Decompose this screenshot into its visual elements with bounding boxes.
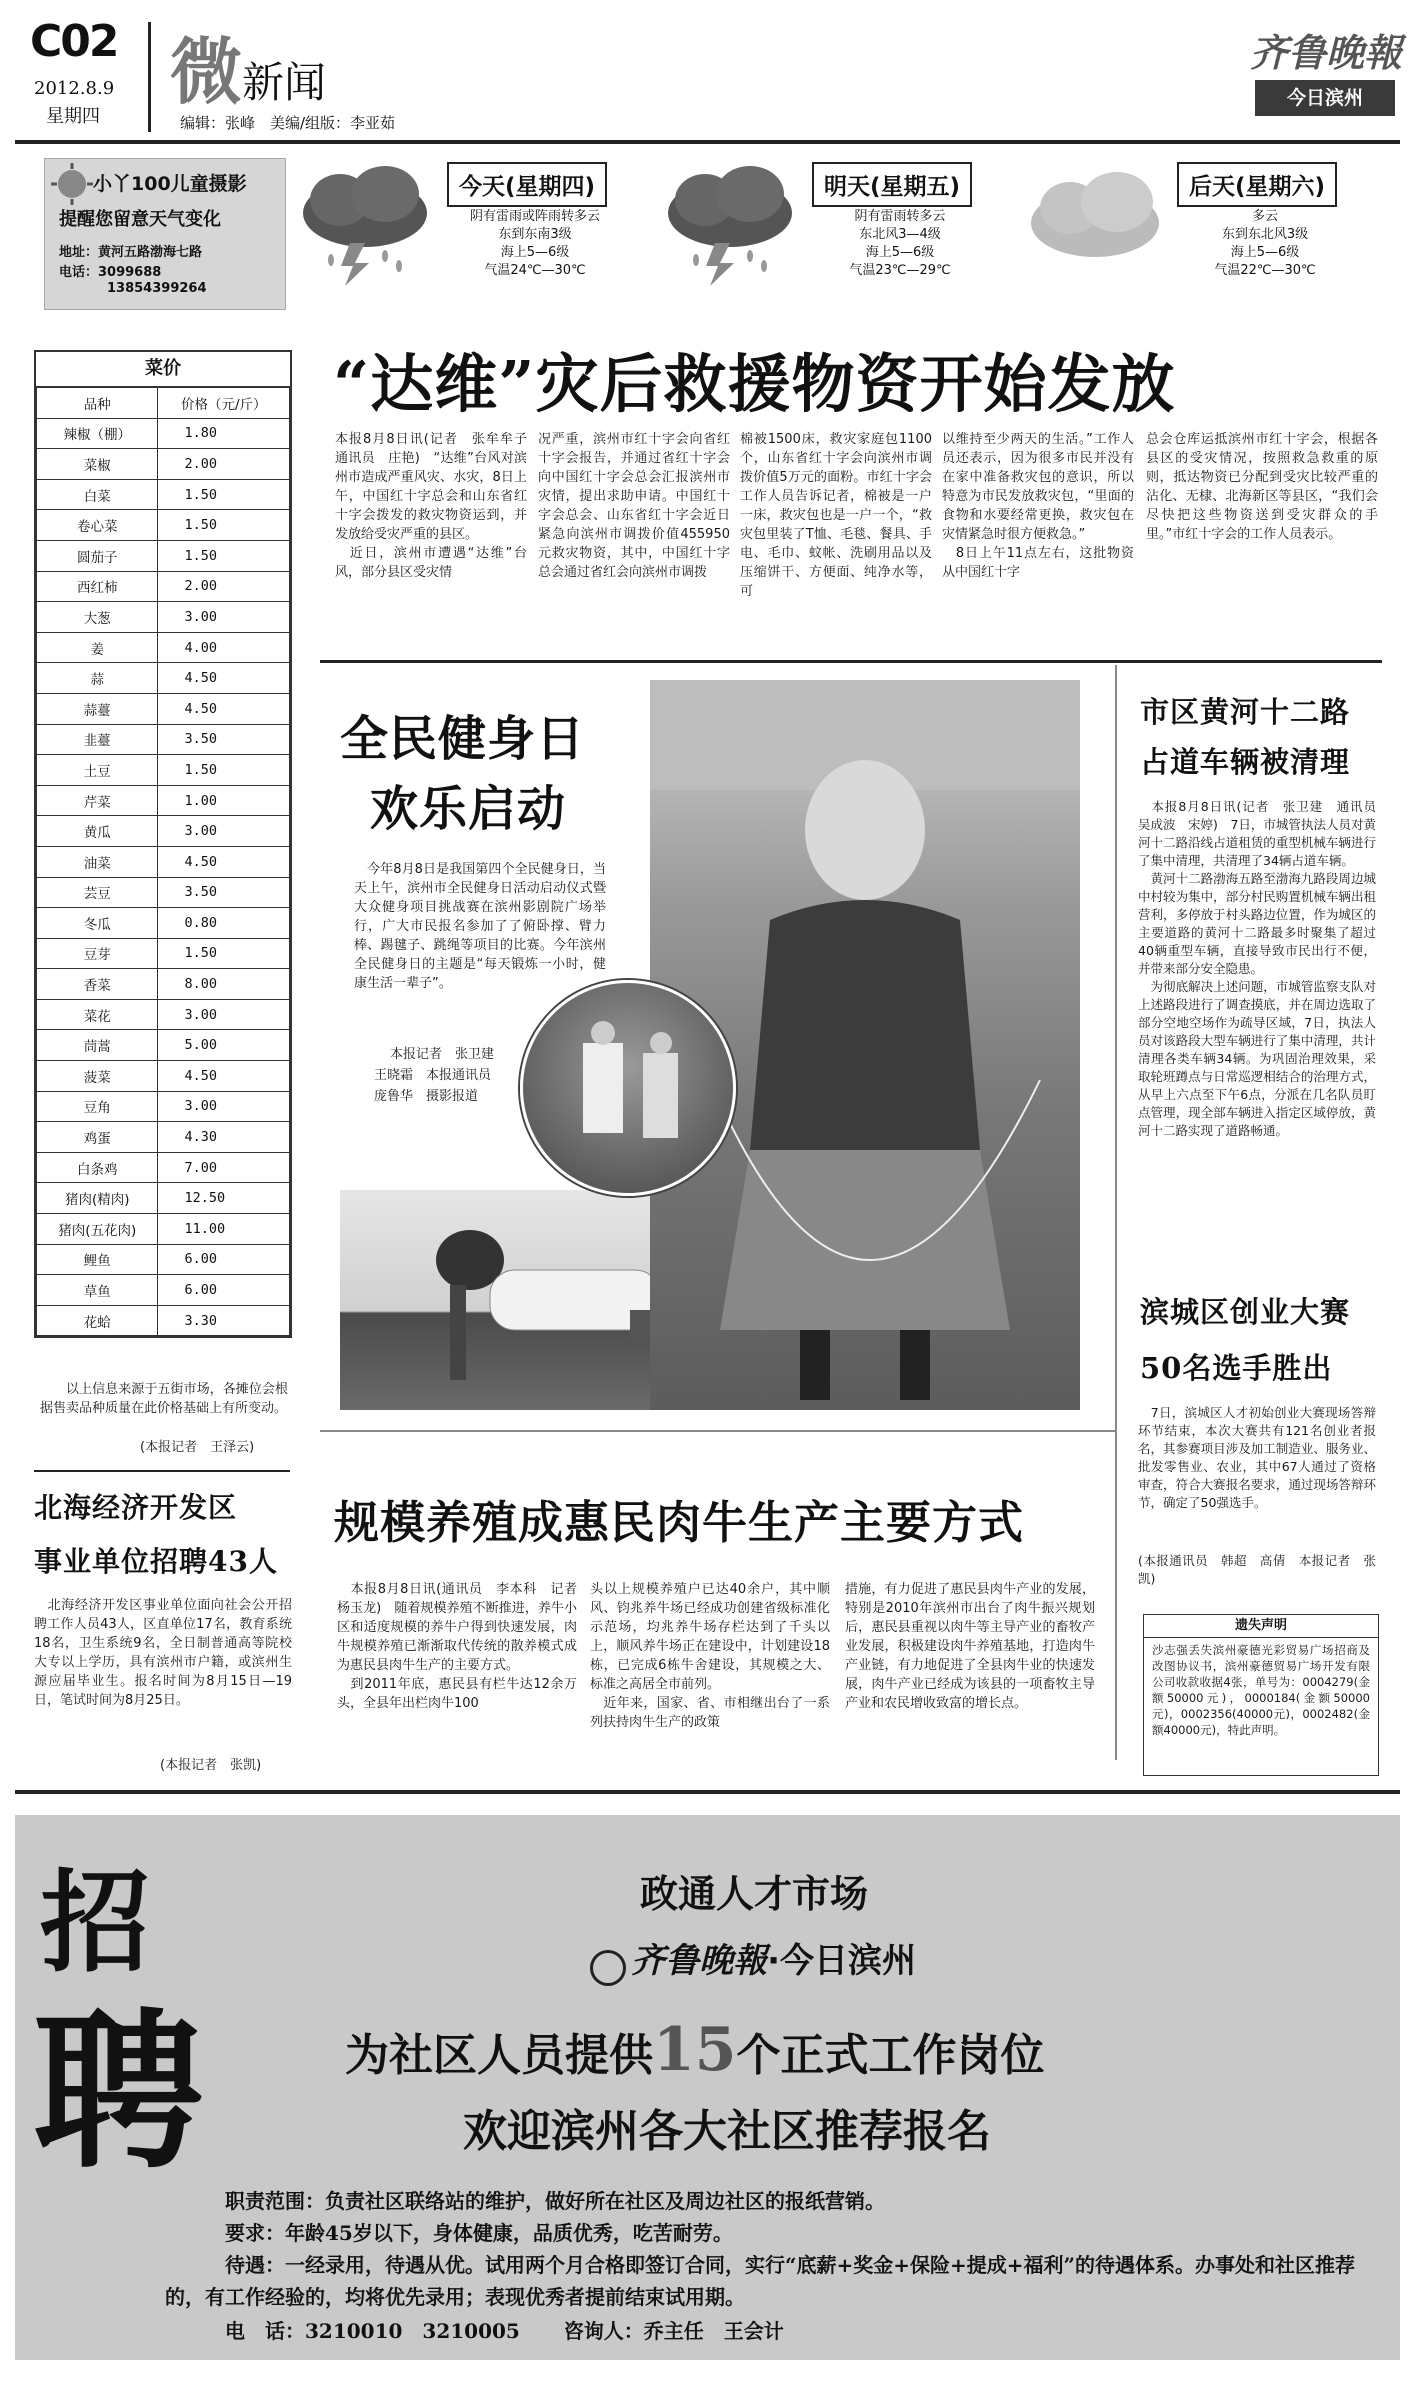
weather-today-line: 东到东南3级 [498, 227, 572, 242]
price-item-name: 鲤鱼 [37, 1244, 158, 1275]
recruit-headline-1-post: 个正式工作岗位 [736, 2030, 1045, 2081]
recruit-phone-label: 电 话： [225, 2319, 305, 2343]
venture-headline-line-1: 滨城区创业大赛 [1140, 1295, 1351, 1329]
fitness-byline-3: 庞鲁华 摄影报道 [374, 1089, 479, 1104]
price-item-name: 蒜薹 [37, 693, 158, 724]
weather-day-after-line: 多云 [1251, 209, 1278, 224]
price-row [37, 938, 290, 969]
price-item-value: 11.00 [158, 1214, 290, 1245]
price-item-value: 3.00 [158, 999, 290, 1030]
price-row [37, 1152, 290, 1183]
price-item-value: 1.50 [158, 510, 290, 541]
thunderstorm-icon [660, 158, 800, 288]
price-item-value: 4.00 [158, 632, 290, 663]
price-item-name: 草鱼 [37, 1275, 158, 1306]
price-item-value: 3.30 [158, 1305, 290, 1336]
price-item-name: 猪肉(精肉) [37, 1183, 158, 1214]
recruit-market: 政通人才市场 [640, 1871, 869, 1916]
price-item-value: 7.00 [158, 1152, 290, 1183]
lost-notice-title: 遗失声明 [1144, 1615, 1378, 1638]
price-item-value: 6.00 [158, 1244, 290, 1275]
price-item-name: 菜花 [37, 999, 158, 1030]
price-item-value: 1.50 [158, 479, 290, 510]
price-item-name: 香菜 [37, 969, 158, 1000]
weather-today-details [435, 208, 635, 280]
price-col-price: 价格（元/斤） [158, 388, 290, 419]
recruit-paper-name: 齐鲁晚報 [631, 1941, 768, 1981]
venture-byline: (本报通讯员 韩超 高倩 本报记者 张凯) [1138, 1553, 1376, 1586]
price-row [37, 908, 290, 939]
price-table-title: 菜价 [36, 352, 290, 387]
weather-day-after-line: 气温22℃—30℃ [1214, 263, 1316, 278]
recruit-phones: 3210010 3210005 [305, 2319, 520, 2343]
weather-day-after-day-label: 后天(星期六) [1189, 174, 1326, 200]
price-item-value: 3.00 [158, 816, 290, 847]
price-item-value: 6.00 [158, 1275, 290, 1306]
cattle-col-2: 头以上规模养殖户已达40余户，其中顺风、钧兆养牛场已经成功创建省级标准化示范场，均兆养牛场存栏达到了千头以上，顺风养牛场正在建设中，计划建设18栋，已完成6栋牛舍建设，其规模之大、标准之高居全市前列。 近年来，国家、省、市相继出台了一系列扶持肉牛生产的政策 [590, 1582, 830, 1730]
issue-date: 2012.8.9 [34, 78, 115, 99]
lead-col-4: 以维持至少两天的生活。”工作人员还表示，因为很多市民并没有在家中准备救灾包的意识，所以特意为市民发放救灾包，“里面的食物和水要经常更换，救灾包在灾情紧急时很方便救急。” 8日上午11点左右，这批物资从中国红十字 [942, 432, 1134, 580]
price-row [37, 510, 290, 541]
weather-today-line: 气温24℃—30℃ [484, 263, 586, 278]
price-item-name: 土豆 [37, 755, 158, 786]
price-row [37, 1091, 290, 1122]
weather-tomorrow-day-label: 明天(星期五) [824, 174, 961, 200]
price-item-name: 茼蒿 [37, 1030, 158, 1061]
price-row [37, 1244, 290, 1275]
price-col-name: 品种 [37, 388, 158, 419]
price-row [37, 418, 290, 449]
weather-tomorrow-line: 海上5—6级 [865, 245, 935, 260]
price-item-name: 韭薹 [37, 724, 158, 755]
weather-today-day-label: 今天(星期四) [459, 174, 596, 200]
recruit-big-char-1: 招 [40, 1858, 150, 1987]
price-item-name: 芹菜 [37, 785, 158, 816]
weather-day-after-line: 东到东北风3级 [1221, 227, 1309, 242]
weather-tomorrow-line: 气温23℃—29℃ [849, 263, 951, 278]
price-item-value: 4.50 [158, 693, 290, 724]
recruit-headline-1-num: 15 [653, 2015, 737, 2085]
price-row [37, 877, 290, 908]
price-item-value: 1.00 [158, 785, 290, 816]
weather-day-after-day [1177, 162, 1337, 207]
ad-address: 地址：黄河五路渤海七路 [59, 245, 203, 260]
page-code: C02 [30, 16, 118, 67]
price-item-name: 油菜 [37, 846, 158, 877]
weather-day-after [1025, 158, 1385, 298]
price-item-name: 鸡蛋 [37, 1122, 158, 1153]
price-row [37, 785, 290, 816]
price-item-value: 3.50 [158, 724, 290, 755]
price-item-name: 菠菜 [37, 1061, 158, 1092]
price-item-value: 1.50 [158, 755, 290, 786]
price-item-name: 圆茄子 [37, 540, 158, 571]
price-item-name: 白条鸡 [37, 1152, 158, 1183]
price-row [37, 816, 290, 847]
price-item-value: 4.50 [158, 1061, 290, 1092]
tai-chi-figures-icon [523, 983, 733, 1193]
issue-weekday: 星期四 [46, 106, 100, 127]
price-item-value: 4.50 [158, 846, 290, 877]
price-table-box [34, 350, 292, 1338]
price-item-name: 大葱 [37, 602, 158, 633]
paper-name: 齐鲁晚報 [1250, 30, 1403, 75]
price-item-value: 1.50 [158, 540, 290, 571]
price-item-value: 2.00 [158, 449, 290, 480]
cattle-headline: 规模养殖成惠民肉牛生产主要方式 [334, 1496, 1025, 1549]
recruitment-ad [15, 1815, 1400, 2360]
weather-today-line: 阴有雷雨或阵雨转多云 [469, 209, 600, 224]
recruit-contacts: 乔主任 王会计 [643, 2319, 784, 2343]
fitness-text: 今年8月8日是我国第四个全民健身日，当天上午，滨州市全民健身日活动启动仪式暨大众健身项目挑战赛在滨州影剧院广场举行，广大市民报名参加了了俯卧撑、臂力棒、踢毽子、跳绳等项目的比赛。今年滨州全民健身日的主题是“每天锻炼一小时，健康生活一辈子”。 [354, 862, 606, 991]
lead-col-1: 本报8月8日讯(记者 张牟牟子 通讯员 庄艳) “达维”台风对滨州市造成严重风灾、水灾，8日上午，中国红十字总会和山东省红十字会拨发的救灾物资运到，并发放给受灾严重的县区。 近日，滨州市遭遇“达维”台风，部分县区受灾情 [335, 432, 527, 580]
lost-notice-box [1143, 1614, 1379, 1776]
price-item-value: 3.50 [158, 877, 290, 908]
beihai-headline-line-2: 事业单位招聘43人 [34, 1545, 278, 1578]
recruit-edition: ·今日滨州 [767, 1941, 917, 1981]
price-row [37, 755, 290, 786]
price-item-value: 0.80 [158, 908, 290, 939]
cloudy-icon [1025, 158, 1165, 278]
recruit-brand [590, 1933, 916, 1986]
sun-cartoon-icon [51, 163, 93, 205]
fitness-byline-1: 本报记者 张卫建 [390, 1047, 495, 1062]
price-row [37, 724, 290, 755]
ad-phone-2: 13854399264 [107, 281, 207, 296]
price-item-name: 菜椒 [37, 449, 158, 480]
price-item-name: 猪肉(五花肉) [37, 1214, 158, 1245]
price-note: 以上信息来源于五街市场，各摊位会根据售卖品种质量在此价格基础上有所变动。 [40, 1382, 288, 1416]
price-row [37, 540, 290, 571]
price-item-value: 1.80 [158, 418, 290, 449]
lead-col-3: 棉被1500床，救灾家庭包1100个，山东省红十字会向滨州市调拨价值5万元的面粉。市红十字会工作人员告诉记者，棉被是一户一床，救灾包也是一户一个，“救灾包里装了T恤、毛毯、餐具、手电、毛巾、蚊帐、洗刷用品以及压缩饼干、方便面、纯净水等，可 [740, 432, 932, 599]
weather-tomorrow-day [812, 162, 972, 207]
weather-day-after-details [1165, 208, 1365, 280]
road-headline-line-1: 市区黄河十二路 [1140, 695, 1351, 729]
fitness-headline-line-1: 全民健身日 [340, 711, 586, 767]
price-item-value: 4.30 [158, 1122, 290, 1153]
lost-notice-text: 沙志强丢失滨州豪德光彩贸易广场招商及改图协议书，滨州豪德贸易广场开发有限公司收款收据4张，单号为：0004279(金额50000元)，0000184(金额50000元)，0002356(40000元)，0002482(金额40000元)，特此声明。 [1152, 1643, 1370, 1737]
price-row [37, 663, 290, 694]
section-title-main: 微 [170, 30, 243, 114]
lead-headline: “达维”灾后救援物资开始发放 [333, 347, 1176, 421]
venture-headline-line-2: 50名选手胜出 [1140, 1351, 1333, 1385]
recruit-contact-label: 咨询人： [563, 2319, 644, 2343]
road-text: 本报8月8日讯(记者 张卫建 通讯员 吴成波 宋婷) 7日，市城管执法人员对黄河十二路沿线占道租赁的重型机械车辆进行了集中清理，共清理了34辆占道车辆。 黄河十二路渤海五路至渤海九路段周边城中村较为集中，部分村民购置机械车辆出租营利，多停放于村头路边位置，作为城区的主要道路的黄河十二路最多时聚集了超过40辆重型车辆，直接导致市民出行不便，并带来部分安全隐患。 为彻底解决上述问题，市城管监察支队对上述路段进行了调查摸底，并在周边选取了部分空地空场作为疏导区域，7日，执法人员对该路段大型车辆进行了集中清理，共计清理各类车辆34辆。为巩固治理效果，采取轮班蹲点与日常巡逻相结合的治理方式，从早上六点至下午6点，分派在几名队员盯点管理，现全部车辆进入指定区域停放，黄河十二路实现了道路畅通。 [1138, 799, 1376, 1138]
price-row [37, 1030, 290, 1061]
recruit-duty: 职责范围：负责社区联络站的维护，做好所在社区及周边社区的报纸营销。 [225, 2189, 885, 2213]
weather-tomorrow [660, 158, 1000, 298]
price-item-value: 8.00 [158, 969, 290, 1000]
fitness-byline-2: 王晓霜 本报通讯员 [374, 1068, 492, 1083]
price-item-name: 黄瓜 [37, 816, 158, 847]
recruit-treatment: 待遇：一经录用，待遇从优。试用两个月合格即签订合同，实行“底薪+奖金+保险+提成+福利”的待遇体系。办事处和社区推荐的，有工作经验的，均将优先录用；表现优秀者提前结束试用期。 [165, 2253, 1356, 2309]
recruit-big-char-2: 聘 [33, 1992, 204, 2192]
price-row [37, 999, 290, 1030]
weather-today-line: 海上5—6级 [500, 245, 570, 260]
price-row [37, 449, 290, 480]
price-row [37, 1275, 290, 1306]
ad-slogan: 提醒您留意天气变化 [59, 209, 221, 230]
price-item-value: 5.00 [158, 1030, 290, 1061]
price-row [37, 1061, 290, 1092]
weather-today-day [447, 162, 607, 207]
venture-text: 7日，滨城区人才初始创业大赛现场答辩环节结束，本次大赛共有121名创业者报名，其参赛项目涉及加工制造业、服务业、批发零售业、农业，其中67人通过了资格审查，符合大赛报名要求，通过现场答辩环节，确定了50强选手。 [1138, 1405, 1376, 1510]
price-byline: (本报记者 王泽云) [140, 1440, 255, 1455]
price-row [37, 693, 290, 724]
price-row [37, 1183, 290, 1214]
price-item-name: 卷心菜 [37, 510, 158, 541]
cattle-col-1: 本报8月8日讯(通讯员 李本科 记者 杨玉龙) 随着规模养殖不断推进，养牛小区和适度规模的养牛户得到快速发展，肉牛规模养殖已渐渐取代传统的散养模式成为惠民县肉牛生产的主要方式。 到2011年底，惠民县有栏牛达12余万头，全县年出栏肉牛100 [337, 1582, 577, 1711]
photo-tai-chi [520, 980, 736, 1196]
price-item-value: 2.00 [158, 571, 290, 602]
editors-line: 编辑：张峰 美编/组版：李亚茹 [180, 114, 396, 132]
price-row [37, 632, 290, 663]
beihai-byline: (本报记者 张凯) [160, 1758, 262, 1773]
price-item-name: 花蛤 [37, 1305, 158, 1336]
price-item-name: 辣椒（棚） [37, 418, 158, 449]
price-item-name: 芸豆 [37, 877, 158, 908]
price-item-name: 白菜 [37, 479, 158, 510]
road-headline-line-2: 占道车辆被清理 [1140, 745, 1351, 779]
price-item-name: 豆芽 [37, 938, 158, 969]
fitness-headline-line-2: 欢乐启动 [370, 781, 567, 837]
weather-ad [44, 158, 286, 310]
ad-title: 小丫100儿童摄影 [93, 173, 247, 195]
section-title-rest: 新闻 [242, 58, 327, 107]
price-header-row [37, 388, 290, 419]
price-row [37, 602, 290, 633]
price-item-value: 12.50 [158, 1183, 290, 1214]
weather-today [295, 158, 635, 298]
price-row [37, 1305, 290, 1336]
price-item-name: 西红柿 [37, 571, 158, 602]
recruit-requirements: 要求：年龄45岁以下，身体健康，品质优秀，吃苦耐劳。 [225, 2221, 733, 2245]
weather-day-after-line: 海上5—6级 [1230, 245, 1300, 260]
recruit-headline-2: 欢迎滨州各大社区推荐报名 [463, 2106, 991, 2157]
recruit-logo-icon [590, 1950, 626, 1986]
ad-phone-1: 电话：3099688 [59, 265, 162, 280]
recruit-headline-1 [345, 2015, 1045, 2085]
price-item-value: 4.50 [158, 663, 290, 694]
weather-tomorrow-line: 东北风3—4级 [859, 227, 941, 242]
cattle-col-3: 措施，有力促进了惠民县肉牛产业的发展，特别是2010年滨州市出台了肉牛振兴规划后，惠民县重视以肉牛等主导产业的畜牧产业发展，积极建设肉牛养殖基地，打造肉牛产业链，有力地促进了全县肉牛业的快速发展，肉牛产业已经成为该县的一项畜牧主导产业和农民增收致富的增长点。 [845, 1582, 1095, 1711]
edition-label: 今日滨州 [1286, 87, 1363, 109]
thunderstorm-icon [295, 158, 435, 288]
weather-tomorrow-details [800, 208, 1000, 280]
weather-tomorrow-line: 阴有雷雨转多云 [854, 209, 946, 224]
section-title [170, 14, 326, 118]
price-item-value: 3.00 [158, 602, 290, 633]
price-row [37, 969, 290, 1000]
price-row [37, 846, 290, 877]
price-row [37, 1122, 290, 1153]
price-table [36, 387, 290, 1336]
lead-col-2: 况严重，滨州市红十字会向省红十字会报告，并通过省红十字会向中国红十字会总会汇报滨州市灾情，提出求助申请。中国红十字会总会、山东省红十字会近日紧急向滨州市调拨价值455950元救灾物资，其中，中国红十字总会通过省红会向滨州市调拨 [538, 432, 730, 580]
lead-col-5: 总会仓库运抵滨州市红十字会，根据各县区的受灾情况，按照救急救重的原则，抵达物资已分配到受灾比较严重的沾化、无棣、北海新区等县区，“我们会尽快把这些物资送到受灾群众的手里。”市红十字会的工作人员表示。 [1146, 432, 1378, 542]
price-item-name: 豆角 [37, 1091, 158, 1122]
edition-badge [1255, 80, 1395, 116]
beihai-headline-line-1: 北海经济开发区 [34, 1491, 238, 1524]
price-item-value: 1.50 [158, 938, 290, 969]
beihai-text: 北海经济开发区事业单位面向社会公开招聘工作人员43人，区直单位17名，教育系统18名，卫生系统9名，全日制普通高等院校大专以上学历，具有滨州市户籍，或滨州生源应届毕业生。报名时间为8月15日—19日，笔试时间为8月25日。 [34, 1598, 292, 1708]
price-item-value: 3.00 [158, 1091, 290, 1122]
price-row [37, 1214, 290, 1245]
price-row [37, 479, 290, 510]
price-item-name: 冬瓜 [37, 908, 158, 939]
price-row [37, 571, 290, 602]
price-item-name: 蒜 [37, 663, 158, 694]
recruit-contact [225, 2315, 784, 2344]
price-item-name: 姜 [37, 632, 158, 663]
recruit-headline-1-pre: 为社区人员提供 [345, 2030, 653, 2081]
